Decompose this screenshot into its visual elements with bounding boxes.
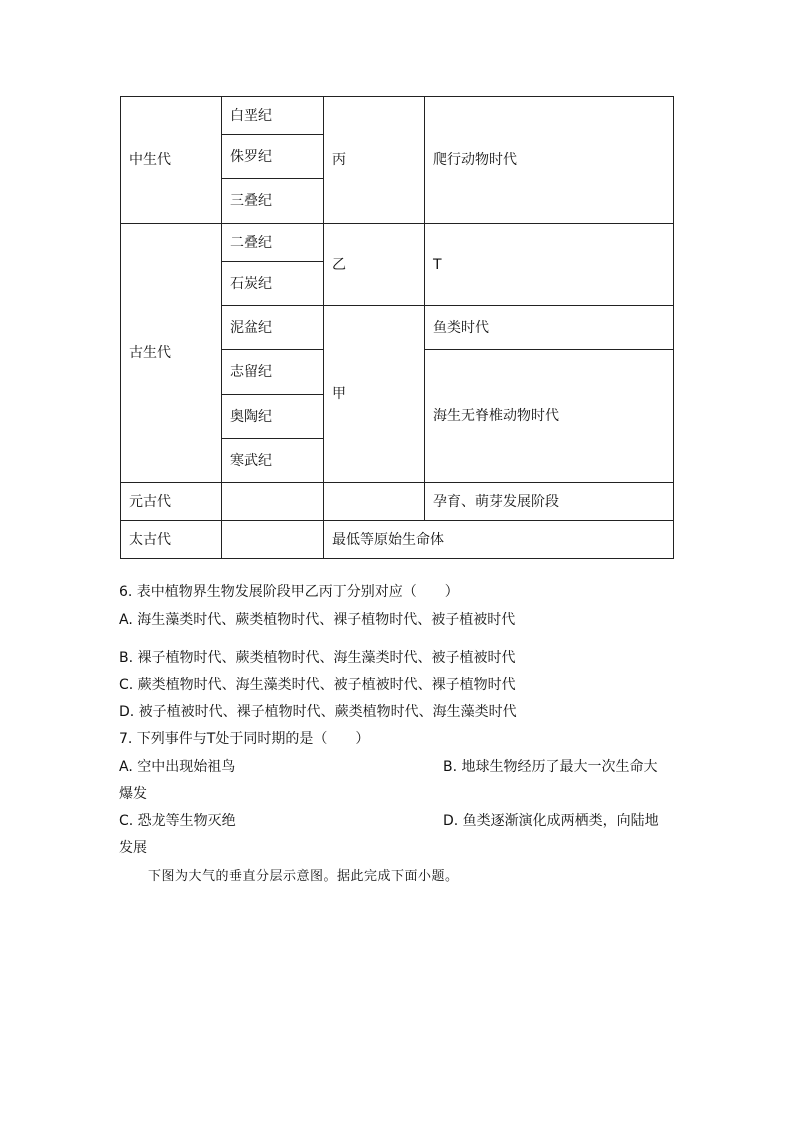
plant-stage-cell-bing: 丙 [324,97,425,224]
plant-stage-cell-yi: 乙 [324,224,425,306]
q7-option-d-continued: 发展 [119,840,147,856]
plant-stage-cell-jia: 甲 [324,306,425,483]
animal-stage-cell-reptile: 爬行动物时代 [425,97,674,224]
geologic-time-table [120,96,674,559]
period-cell: 侏罗纪 [222,135,324,179]
q7-option-b-continued: 爆发 [119,786,147,802]
animal-stage-cell-fish: 鱼类时代 [425,306,674,350]
era-cell-archean: 太古代 [121,521,222,559]
q6-option-b: B. 裸子植物时代、蕨类植物时代、海生藻类时代、被子植被时代 [119,650,516,666]
era-cell-proterozoic: 元古代 [121,483,222,521]
q7-option-d: D. 鱼类逐渐演化成两栖类，向陆地 [443,813,659,829]
period-cell: 志留纪 [222,350,324,395]
q7-stem: 7. 下列事件与T处于同时期的是（ ） [119,731,370,747]
q7-option-a: A. 空中出现始祖鸟 [119,759,236,775]
next-section-intro: 下图为大气的垂直分层示意图。据此完成下面小题。 [148,869,459,884]
era-cell-paleozoic: 古生代 [121,224,222,483]
period-cell: 泥盆纪 [222,306,324,350]
era-cell-mesozoic: 中生代 [121,97,222,224]
empty-cell [222,483,324,521]
q7-option-b: B. 地球生物经历了最大一次生命大 [443,759,658,775]
animal-stage-cell-invertebrate: 海生无脊椎动物时代 [425,350,674,483]
q6-option-a: A. 海生藻类时代、蕨类植物时代、裸子植物时代、被子植被时代 [119,612,516,628]
period-cell: 寒武纪 [222,439,324,483]
q7-option-c: C. 恐龙等生物灭绝 [119,813,236,829]
period-cell: 二叠纪 [222,224,324,262]
period-cell: 三叠纪 [222,179,324,224]
stage-cell-archean: 最低等原始生命体 [324,521,674,559]
q6-stem: 6. 表中植物界生物发展阶段甲乙丙丁分别对应（ ） [119,584,459,600]
animal-stage-cell-t: T [425,224,674,306]
period-cell: 石炭纪 [222,262,324,306]
empty-cell [324,483,425,521]
period-cell: 奥陶纪 [222,395,324,439]
q6-option-c: C. 蕨类植物时代、海生藻类时代、被子植被时代、裸子植物时代 [119,677,516,693]
empty-cell [222,521,324,559]
period-cell: 白垩纪 [222,97,324,135]
stage-cell-proterozoic: 孕育、萌芽发展阶段 [425,483,674,521]
q6-option-d: D. 被子植被时代、裸子植物时代、蕨类植物时代、海生藻类时代 [119,704,517,720]
